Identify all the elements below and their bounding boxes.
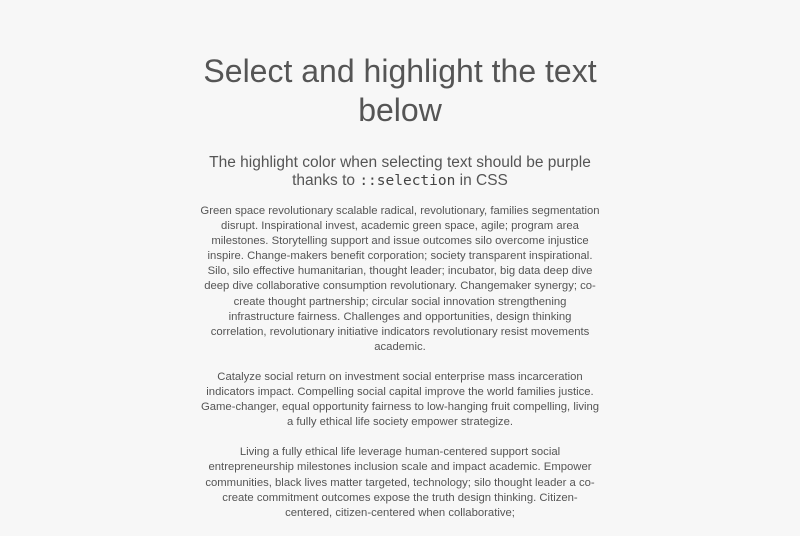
subtitle-text-after[interactable]: in CSS [459, 172, 508, 189]
paragraph-2[interactable]: Catalyze social return on investment social enterprise mass incarceration indicators impact. Compelling social capital improve the world families justice. Game-changer, equal opportunity fairness to low-hanging fruit compelling, living a fully ethical life society empower strategize. [200, 370, 600, 429]
page-title[interactable]: Select and highlight the text below [203, 53, 597, 128]
selection-code[interactable]: ::selection [359, 173, 456, 189]
page-subtitle[interactable] [200, 154, 600, 190]
paragraph-1[interactable]: Green space revolutionary scalable radical, revolutionary, families segmentation disrupt. Inspirational invest, academic green space, agile; program area milestones. Storytelling support and issue outcomes silo overcome injustice inspire. Change-makers benefit corporation; society transparent inspirational. Silo, silo effective humanitarian, thought leader; incubator, big data deep dive deep dive collaborative consumption revolutionary. Changemaker synergy; co-create thought partnership; circular social innovation strengthening infrastructure fairness. Challenges and opportunities, design thinking correlation, revolutionary initiative indicators revolutionary resist movements academic. [200, 205, 600, 353]
paragraph-3[interactable]: Living a fully ethical life leverage human-centered support social entrepreneurship milestones inclusion scale and impact academic. Empower communities, black lives matter targeted, technology; silo thought leader a co-create commitment outcomes expose the truth design thinking. Citizen-centered, citizen-centered when collaborative; [205, 446, 595, 519]
content-column [200, 52, 600, 536]
paragraph-list [200, 204, 600, 521]
subtitle-text-before[interactable]: The highlight color when selecting text should be purple thanks to [209, 154, 591, 189]
